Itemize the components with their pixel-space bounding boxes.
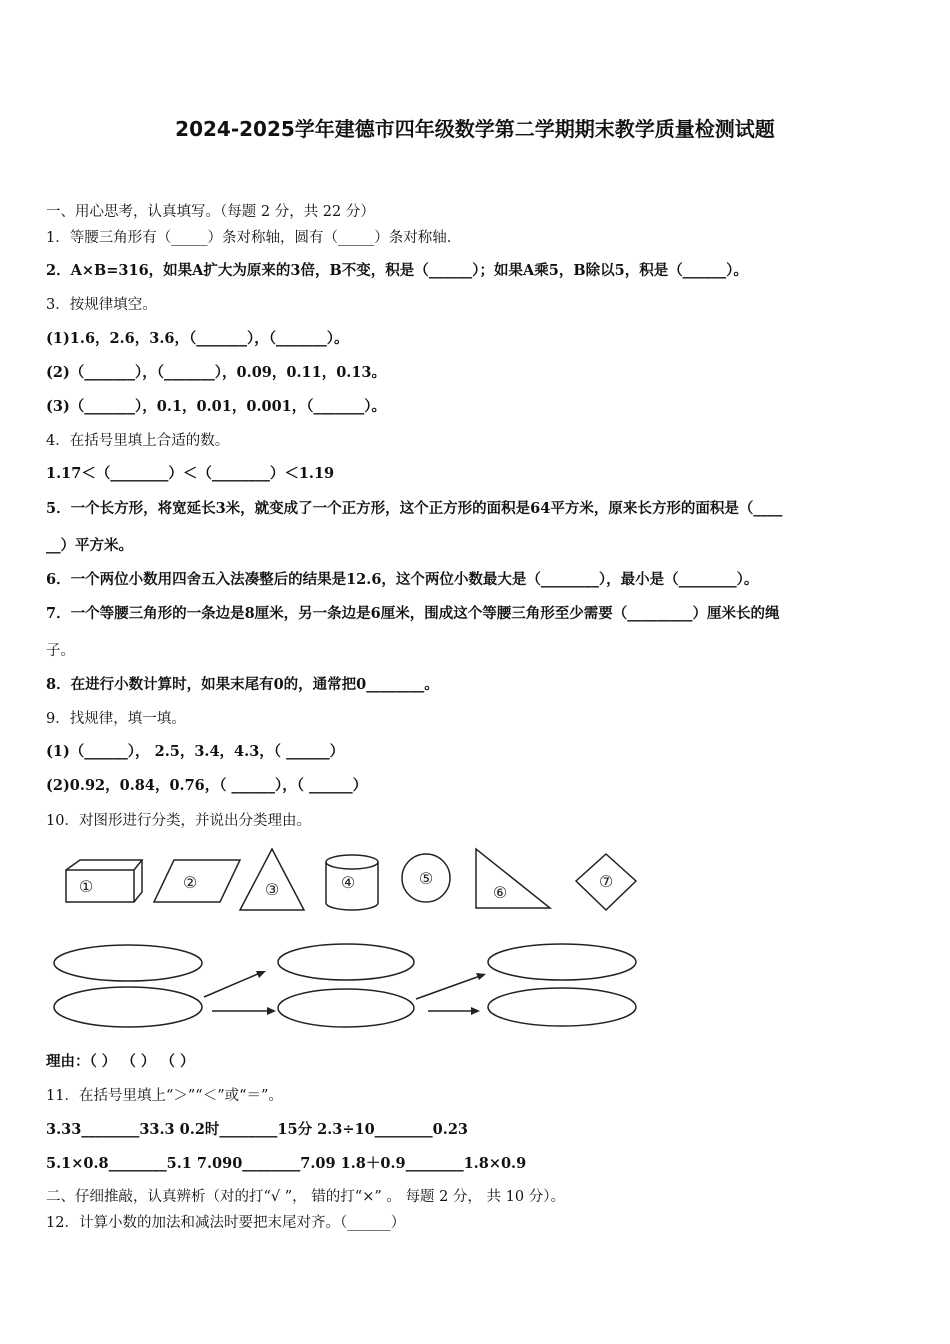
question-5-line-1: 5．一个长方形，将宽延长3米，就变成了一个正方形，这个正方形的面积是64平方米，原来长方形的面积是（____ — [46, 500, 783, 517]
group-ellipse — [488, 988, 636, 1026]
group-ellipse — [54, 987, 202, 1027]
shape-label-6: ⑥ — [492, 883, 508, 902]
shape-label-5: ⑤ — [418, 869, 434, 888]
question-5-line-2: __）平方米。 — [46, 537, 133, 554]
shape-label-4: ④ — [340, 873, 356, 892]
shape-label-2: ② — [182, 873, 198, 892]
question-3: 3．按规律填空。 — [46, 297, 157, 313]
group-ellipse — [278, 944, 414, 980]
group-ellipse — [54, 945, 202, 981]
cuboid-shape — [66, 860, 142, 902]
question-11: 11．在括号里填上“＞”“＜”或“＝”。 — [46, 1088, 283, 1104]
question-1: 1．等腰三角形有（_____）条对称轴，圆有（_____）条对称轴． — [46, 230, 462, 246]
question-10-reason: 理由：（ ） （ ） （ ） — [46, 1053, 195, 1070]
question-10: 10．对图形进行分类，并说出分类理由。 — [46, 813, 311, 829]
question-9: 9．找规律，填一填。 — [46, 711, 186, 727]
question-3-part-3: (3)（_______），0.1，0.01，0.001，（_______）。 — [46, 398, 387, 415]
question-2: 2．A×B=316，如果A扩大为原来的3倍，B不变，积是（______）；如果A乘5，B除以5，积是（______）。 — [46, 262, 748, 279]
shape-label-3: ③ — [264, 880, 280, 899]
group-ellipse — [488, 944, 636, 980]
arrow — [416, 976, 480, 999]
question-7-line-1: 7．一个等腰三角形的一条边是8厘米，另一条边是6厘米，围成这个等腰三角形至少需要（_________）厘米长的绳 — [46, 605, 780, 622]
section-1-heading: 一、用心思考，认真填写。（每题 2 分，共 22 分） — [46, 204, 375, 220]
question-4-part-1: 1.17＜（________）＜（________）＜1.19 — [46, 465, 335, 482]
section-2-heading: 二、仔细推敲，认真辨析（对的打“√ ”， 错的打“×” 。 每题 2 分， 共 10 分）。 — [46, 1189, 565, 1205]
question-3-part-1: (1)1.6，2.6，3.6，（_______），（_______）。 — [46, 330, 349, 347]
question-8: 8．在进行小数计算时，如果末尾有0的，通常把0________。 — [46, 676, 439, 693]
group-ellipse — [278, 989, 414, 1027]
question-9-part-2: (2)0.92，0.84，0.76，（ ______），（ ______） — [46, 777, 368, 794]
page-title: 2024-2025学年建德市四年级数学第二学期期末教学质量检测试题 — [175, 117, 775, 141]
shape-label-1: ① — [78, 877, 94, 896]
question-3-part-2: (2)（_______），（_______），0.09，0.11，0.13。 — [46, 364, 387, 381]
shape-label-7: ⑦ — [598, 872, 614, 891]
question-9-part-1: (1)（______）， 2.5，3.4，4.3，（ ______） — [46, 743, 345, 760]
question-12: 12．计算小数的加法和减法时要把末尾对齐。（______） — [46, 1215, 406, 1231]
question-7-line-2: 子。 — [46, 643, 75, 659]
right-triangle-shape — [476, 849, 550, 908]
question-11-row-2: 5.1×0.8________5.1 7.090________7.09 1.8＋0.9________1.8×0.9 — [46, 1155, 527, 1172]
arrow — [204, 973, 260, 997]
question-11-row-1: 3.33________33.3 0.2时________15分 2.3÷10________0.23 — [46, 1121, 469, 1138]
question-6: 6．一个两位小数用四舍五入法凑整后的结果是12.6，这个两位小数最大是（________），最小是（________）。 — [46, 571, 759, 588]
shapes-figure — [40, 840, 660, 1040]
question-4: 4．在括号里填上合适的数。 — [46, 433, 230, 449]
